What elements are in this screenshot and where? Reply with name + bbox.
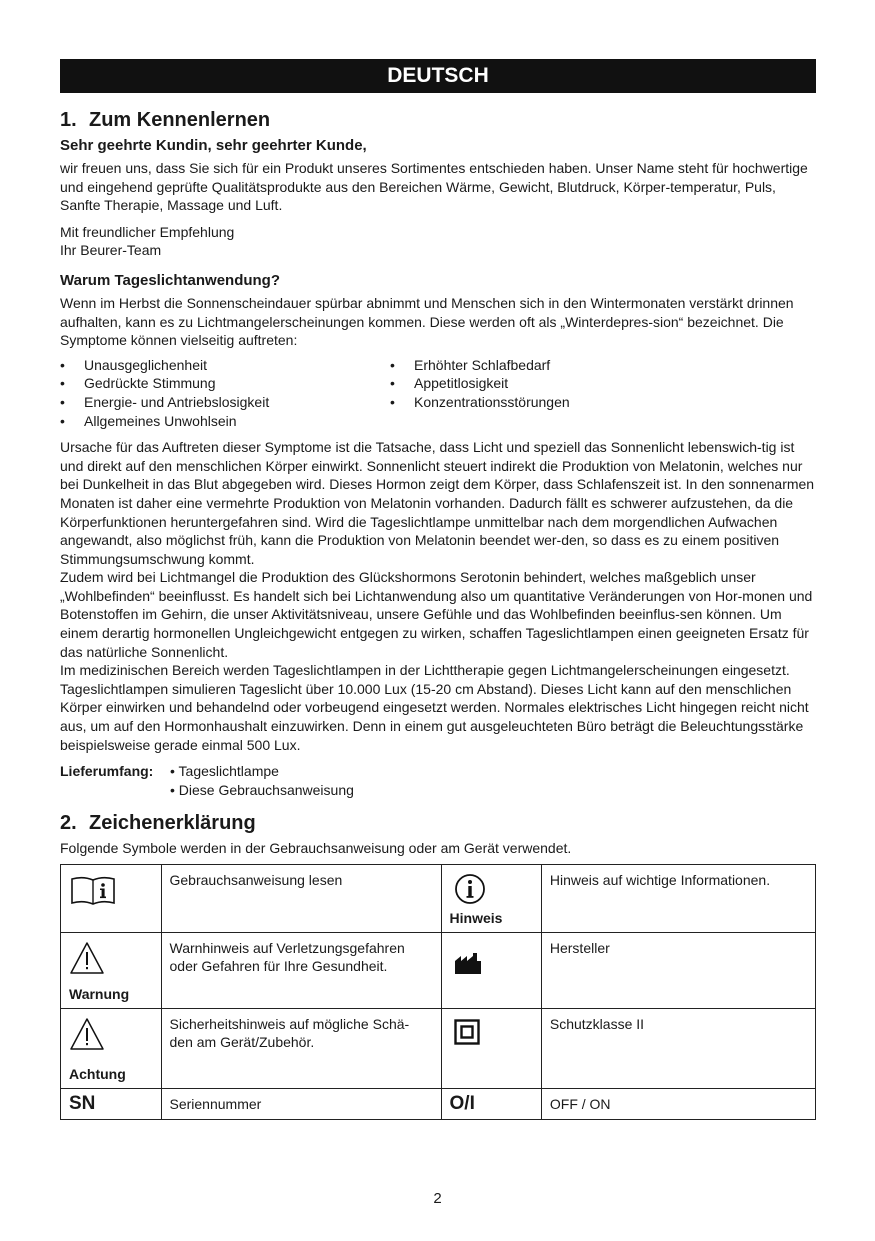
- manufacturer-icon: [454, 953, 482, 975]
- symbol-label: Warnung: [69, 986, 130, 1002]
- table-row: [61, 933, 816, 1009]
- section-2-heading: [60, 811, 816, 835]
- symbol-description: Sicherheitshinweis auf mögliche Schä-den am Gerät/Zubehör.: [161, 1009, 441, 1089]
- symptom-list-right: [390, 356, 570, 430]
- symbol-cell: [61, 1009, 162, 1089]
- section-1-title: Zum Kennenlernen: [89, 109, 271, 131]
- list-item: • Tageslichtlampe: [170, 763, 279, 780]
- body-paragraph-1: Ursache für das Auftreten dieser Symptome ist die Tatsache, dass Licht und speziell das Sonnenlicht lebenswich-tig ist und direkt auf den menschlichen Körper einwirkt. Sonnenlicht steuert indirekt die Produktion von Melatonin, welches nur bei Dunkelheit in das Blut abgegeben wird. Dieses Hormon zeigt dem Körper, dass Schlafenszeit ist. In den sonnenarmen Monaten ist daher eine vermehrte Produktion von Melatonin vorhanden. Dadurch fällt es schwerer aufzustehen, da die Körperfunktionen heruntergefahren sind. Wird die Tageslichtlampe unmittelbar nach dem morgendlichen Aufwachen angewandt, also möglichst früh, kann die Produktion von Melatonin beendet wer-den, so dass es zu einem positiven Stimmungsumschwung kommt.: [60, 439, 815, 567]
- caution-icon: [69, 1017, 105, 1051]
- symbol-label: Hinweis: [449, 910, 503, 926]
- section-2-intro: Folgende Symbole werden in der Gebrauchsanweisung oder am Gerät verwendet.: [60, 840, 572, 857]
- symbol-cell: [61, 933, 162, 1009]
- symbol-description: Hinweis auf wichtige Informationen.: [541, 865, 815, 933]
- closing-line-1: Mit freundlicher Empfehlung: [60, 223, 235, 240]
- off-on-icon: O/I: [441, 1089, 541, 1120]
- list-item: • Energie- und Antriebslosigkeit: [60, 393, 390, 412]
- why-paragraph: Wenn im Herbst die Sonnenscheindauer spürbar abnimmt und Menschen sich in den Wintermonaten verstärkt drinnen aufhalten, kann es zu Lichtmangelerscheinungen kommen. Diese werden oft als „Winterdepres-sion“ bezeichnet. Die Symptome können vielseitig auftreten:: [60, 294, 794, 349]
- greeting: Sehr geehrte Kundin, sehr geehrter Kunde,: [60, 137, 367, 154]
- language-bar: DEUTSCH: [60, 59, 816, 93]
- symbol-description: Seriennummer: [161, 1089, 441, 1120]
- symbol-table: [60, 864, 816, 1120]
- table-row: [61, 865, 816, 933]
- list-item: • Unausgeglichenheit: [60, 356, 390, 375]
- list-item: • Diese Gebrauchsanweisung: [170, 781, 354, 798]
- symbol-description: Hersteller: [541, 933, 815, 1009]
- list-item: • Erhöhter Schlafbedarf: [390, 356, 570, 375]
- symptom-list: [60, 356, 816, 430]
- symptom-list-left: [60, 356, 390, 430]
- table-row: [61, 1089, 816, 1120]
- page: [60, 59, 816, 1120]
- section-2-number: 2.: [60, 812, 77, 835]
- page-number: 2: [433, 1190, 442, 1207]
- intro-paragraph: wir freuen uns, dass Sie sich für ein Produkt unseres Sortimentes entschieden haben. Unser Name steht für hochwertige und eingehend geprüfte Qualitätsprodukte aus den Bereichen Wärme, Gewicht, Blutdruck, Körper-temperatur, Puls, Sanfte Therapie, Massage und Luft.: [60, 160, 808, 214]
- symbol-description: Warnhinweis auf Verletzungsgefahren oder Gefahren für Ihre Gesundheit.: [161, 933, 441, 1009]
- protection-class-ii-icon: [454, 1019, 480, 1045]
- closing-line-2: Ihr Beurer-Team: [60, 242, 162, 259]
- symbol-cell: [61, 865, 162, 933]
- warning-icon: [69, 941, 105, 975]
- read-manual-icon: [69, 875, 117, 907]
- list-item: • Allgemeines Unwohlsein: [60, 412, 390, 431]
- symbol-description: Schutzklasse II: [541, 1009, 815, 1089]
- scope-of-delivery: [60, 762, 816, 799]
- symbol-cell: [441, 865, 541, 933]
- scope-list: [170, 762, 354, 799]
- table-row: [61, 1009, 816, 1089]
- symbol-description: Gebrauchsanweisung lesen: [161, 865, 441, 933]
- section-2-title: Zeichenerklärung: [89, 812, 256, 835]
- serial-number-icon: SN: [61, 1089, 162, 1120]
- symbol-description: OFF / ON: [541, 1089, 815, 1120]
- body-paragraph-2: Zudem wird bei Lichtmangel die Produktion des Glückshormons Serotonin behindert, welches maßgeblich unser „Wohlbefinden“ beeinflusst. Es handelt sich bei Lichtanwendung also um quantitative Veränderungen von Hor-monen und Botenstoffen im Gehirn, die unser Aktivitätsniveau, unsere Gefühle und das Wohlbefinden beeinflus-sen können. Um einem derartig hormonellen Ungleichgewicht entgegen zu wirken, schaffen Tageslichtlampen einen geeigneten Ersatz für das natürliche Sonnenlicht.: [60, 569, 813, 660]
- symbol-cell: [441, 1009, 541, 1089]
- section-1-number: 1.: [60, 109, 77, 131]
- section-1-heading: [60, 108, 816, 132]
- body-paragraph-3: Im medizinischen Bereich werden Tageslichtlampen in der Lichttherapie gegen Lichtmangelerscheinungen eingesetzt. Tageslichtlampen simulieren Tageslicht über 10.000 Lux (15-20 cm Abstand). Dieses Licht kann auf den menschlichen Körper einwirken und behandelnd oder vorbeugend eingesetzt werden. Normales elektrisches Licht hingegen reicht nicht aus, um auf den Hormonhaushalt einzuwirken. Denn in einem gut ausgeleuchteten Büro beträgt die Beleuchtungsstärke beispielsweise gerade einmal 500 Lux.: [60, 662, 809, 753]
- list-item: • Appetitlosigkeit: [390, 374, 570, 393]
- symbol-cell: [441, 933, 541, 1009]
- list-item: • Gedrückte Stimmung: [60, 374, 390, 393]
- why-heading: Warum Tageslichtanwendung?: [60, 271, 281, 289]
- info-icon: [454, 873, 486, 905]
- scope-label: Lieferumfang:: [60, 763, 154, 780]
- symbol-label: Achtung: [69, 1066, 126, 1082]
- list-item: • Konzentrationsstörungen: [390, 393, 570, 412]
